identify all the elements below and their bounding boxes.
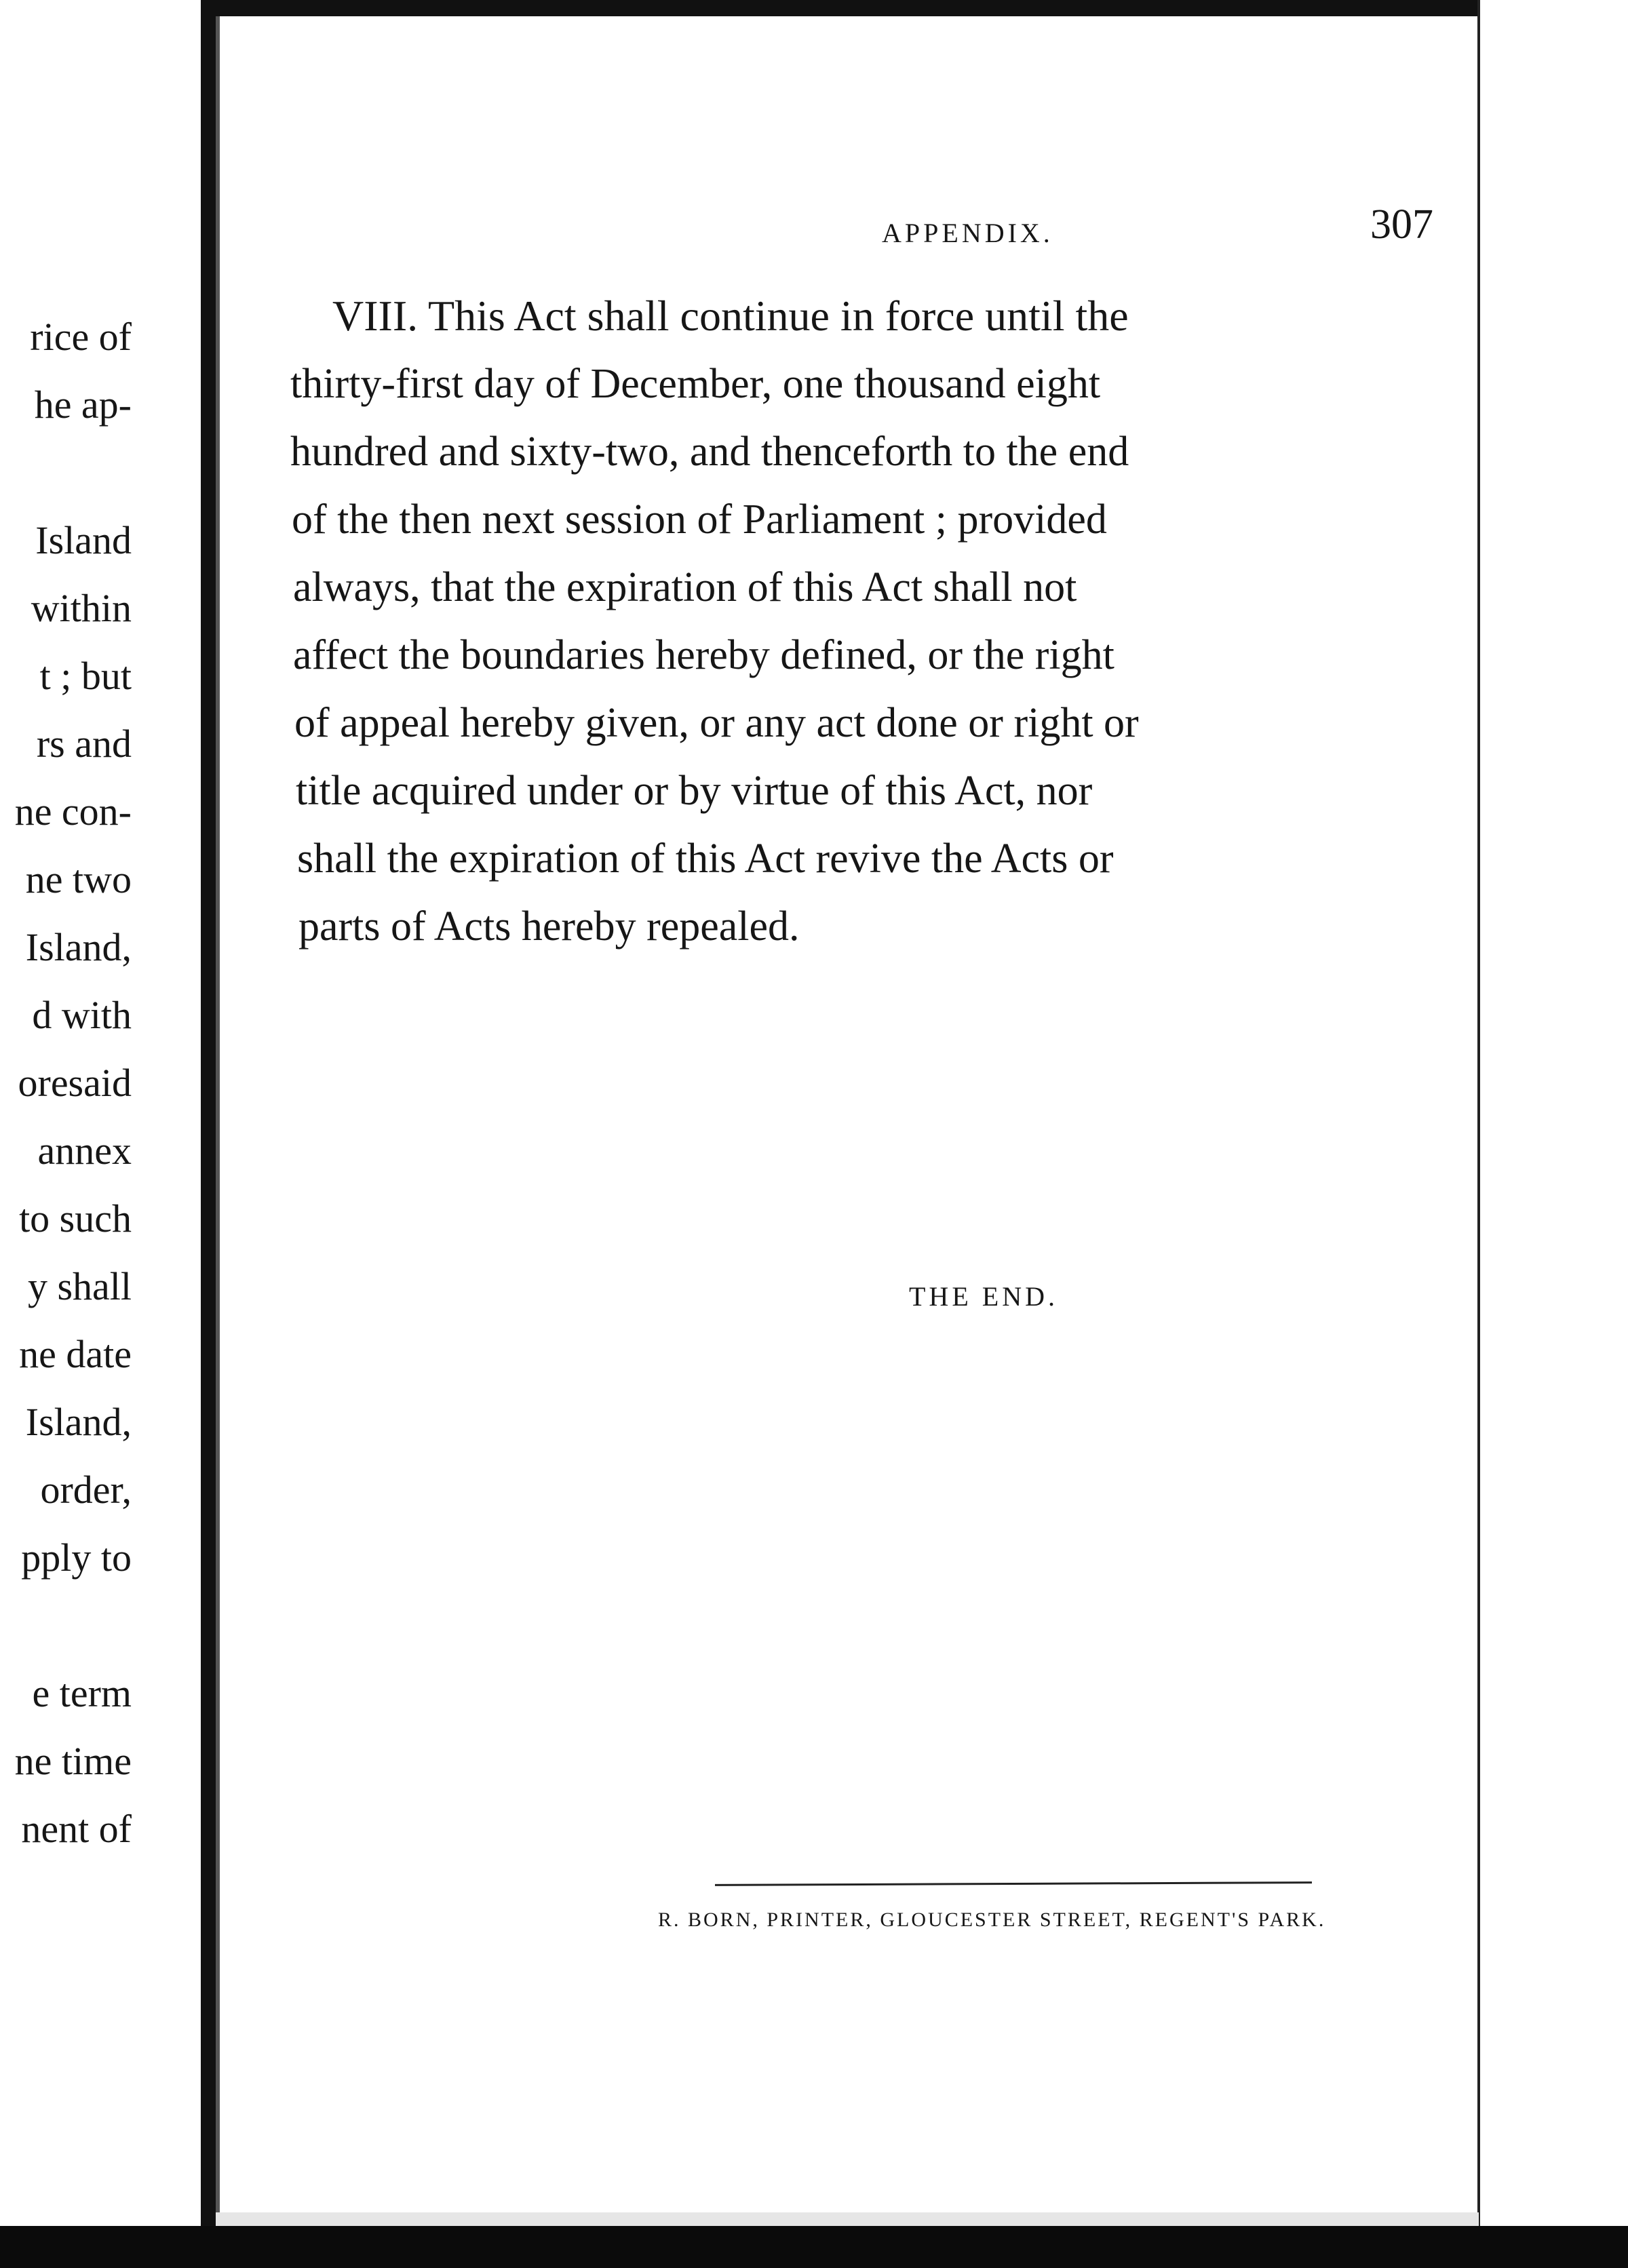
left-page-line: t ; but	[39, 654, 132, 698]
left-page-line: ne time	[14, 1739, 132, 1783]
running-head: APPENDIX.	[882, 218, 1053, 248]
paragraph-line: of appeal hereby given, or any act done or right or	[294, 700, 1139, 746]
scan-right-margin	[1479, 0, 1628, 2268]
left-page-line: annex	[37, 1129, 132, 1173]
page-bottom-shadow	[216, 2212, 1479, 2226]
scan-bottom-edge	[0, 2226, 1628, 2268]
paragraph-line: of the then next session of Parliament ; provided	[292, 496, 1107, 543]
left-page-line: rice of	[30, 315, 132, 359]
left-page-line: ne date	[19, 1332, 132, 1376]
left-page-line: order,	[40, 1468, 132, 1512]
paragraph-line: always, that the expiration of this Act shall not	[293, 564, 1077, 610]
book-page	[220, 16, 1477, 2212]
facing-page-left	[0, 0, 204, 2268]
left-page-line: rs and	[36, 722, 132, 766]
paragraph-line: thirty-first day of December, one thousand eight	[290, 361, 1101, 407]
left-page-line: Island,	[25, 925, 132, 969]
paragraph-line: affect the boundaries hereby defined, or the right	[293, 632, 1115, 678]
left-page-line: ne con-	[14, 789, 132, 834]
page-right-edge	[1477, 0, 1480, 2268]
page-number: 307	[1370, 201, 1433, 248]
left-page-line: d with	[32, 993, 132, 1037]
left-page-line: y shall	[27, 1264, 132, 1308]
left-page-line: Island	[35, 518, 132, 562]
paragraph-line: title acquired under or by virtue of this Act, nor	[296, 768, 1093, 814]
left-page-line: nent of	[21, 1807, 132, 1851]
imprint-rule	[715, 1881, 1312, 1886]
left-page-line: e term	[32, 1671, 132, 1715]
paragraph-line: shall the expiration of this Act revive the Acts or	[297, 836, 1114, 882]
left-page-line: oresaid	[18, 1061, 132, 1105]
paragraph-line: VIII. This Act shall continue in force until the	[332, 292, 1129, 340]
left-page-line: Island,	[25, 1400, 132, 1444]
left-page-line: ne two	[25, 857, 132, 901]
paragraph-line: hundred and sixty-two, and thenceforth to the end	[290, 429, 1129, 475]
scan-top-edge	[216, 0, 1628, 16]
end-mark: THE END.	[909, 1281, 1058, 1312]
paragraph-line: parts of Acts hereby repealed.	[298, 903, 800, 950]
left-page-line: to such	[19, 1196, 132, 1240]
book-gutter	[201, 0, 216, 2268]
printer-imprint: R. BORN, PRINTER, GLOUCESTER STREET, REGENT'S PARK.	[658, 1909, 1326, 1931]
left-page-line: he ap-	[34, 383, 132, 427]
left-page-line: within	[31, 586, 132, 630]
left-page-line: pply to	[21, 1536, 132, 1580]
